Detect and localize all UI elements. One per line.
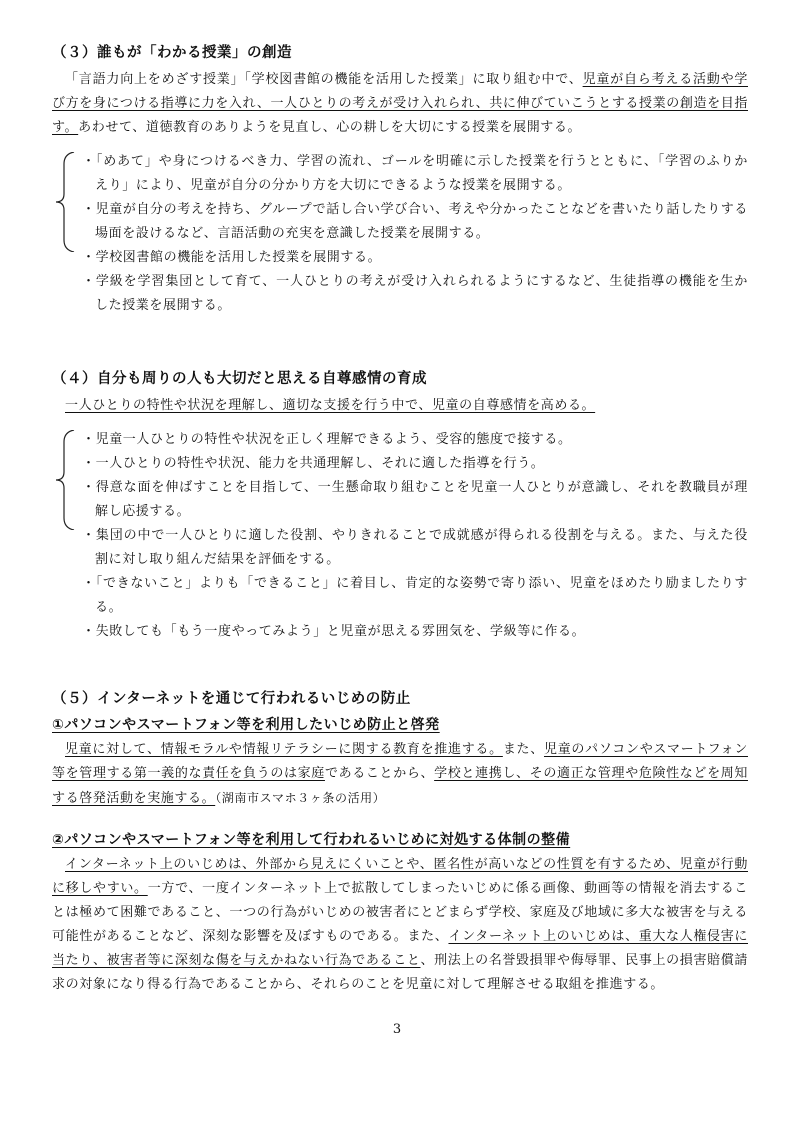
sub1-underlined-1: 児童に対して、情報モラルや情報リテラシーに関する教育を推進する。 xyxy=(65,742,503,757)
section-5-heading: （５）インターネットを通じて行われるいじめの防止 xyxy=(52,691,411,707)
section-4-bullet-group xyxy=(52,428,748,644)
section-5-sub2-body xyxy=(52,853,748,997)
section-3-intro-underlined: 児童が自ら考える活動や学び方を身につける指導に力を入れ、一人ひとりの考えが受け入れられ、共に伸びていこうとする授業の創造を目指す。 xyxy=(52,72,748,135)
sub1-underlined-3: 学校と連携し、その適正な管理や危険性などを周知する啓発活動を実施する。 xyxy=(52,766,748,806)
section-4-bullets xyxy=(82,428,748,644)
section-3-intro-lead: 「言語力向上をめざす授業」「学校図書館の機能を活用した授業」に取り組む中で、 xyxy=(65,72,583,87)
page-number: 3 xyxy=(392,1022,402,1037)
section-3-bullets xyxy=(82,150,748,318)
section-3-bullet-group xyxy=(52,150,748,318)
section-3 xyxy=(52,42,748,318)
list-item: ・児童一人ひとりの特性や状況を正しく理解できるよう、受容的態度で接する。 xyxy=(82,432,572,447)
section-4-heading: （４）自分も周りの人も大切だと思える自尊感情の育成 xyxy=(52,371,427,387)
list-item: ・学級を学習集団として育て、一人ひとりの考えが受け入れられるようにするなど、生徒指導の機能を生かした授業を展開する。 xyxy=(82,274,748,313)
section-4-intro xyxy=(52,394,748,418)
list-item: ・「できないこと」よりも「できること」に着目し、肯定的な姿勢で寄り添い、児童をほめたり励ましたりする。 xyxy=(82,576,748,615)
list-item: ・学校図書館の機能を活用した授業を展開する。 xyxy=(82,250,382,265)
section-5 xyxy=(52,688,748,997)
sub1-text-2: であることから、 xyxy=(324,766,435,781)
section-5-subheading-1: ①パソコンやスマートフォン等を利用したいじめ防止と啓発 xyxy=(52,717,440,733)
sub1-underlined-2: 児童のパソコンやスマートフォン等を管理する第一義的な責任を負うのは家庭 xyxy=(52,742,748,781)
list-item: ・一人ひとりの特性や状況、能力を共通理解し、それに適した指導を行う。 xyxy=(82,456,545,471)
section-3-intro xyxy=(52,68,748,140)
left-brace-icon xyxy=(54,430,76,530)
sub2-text-1: 一方で、一度インターネット上で拡散してしまったいじめに係る画像、動画等の情報を消去することは極めて困難であること、一つの行為がいじめの被害者にとどまらず学校、家庭及び地域に多大な被害を与える可能性があることなど、深刻な影響を及ぼすものである。また、 xyxy=(52,881,748,944)
section-5-subheading-2: ②パソコンやスマートフォン等を利用して行われるいじめに対処する体制の整備 xyxy=(52,832,571,848)
section-3-intro-tail: あわせて、道徳教育のありようを見直し、心の耕しを大切にする授業を展開する。 xyxy=(78,120,582,135)
sub2-underlined-1: インターネット上のいじめは、外部から見えにくいことや、匿名性が高いなどの性質を有するため、児童が行動に移しやすい。 xyxy=(52,857,748,896)
sub1-text-3: （湖南市スマホ３ヶ条の活用） xyxy=(215,791,386,805)
section-5-sub1-body xyxy=(52,738,748,811)
section-3-heading: （３）誰もが「わかる授業」の創造 xyxy=(52,45,292,61)
section-4-intro-underlined: 一人ひとりの特性や状況を理解し、適切な支援を行う中で、児童の自尊感情を高める。 xyxy=(65,398,596,413)
left-brace-icon xyxy=(54,152,76,252)
list-item: ・「めあて」や身につけるべき力、学習の流れ、ゴールを明確に示した授業を行うとともに、「学習のふりかえり」により、児童が自分の分かり方を大切にできるような授業を展開する。 xyxy=(82,154,748,193)
sub1-text-1: また、 xyxy=(502,742,544,757)
sub2-text-2: 、刑法上の名誉毀損罪や侮辱罪、民事上の損害賠償請求の対象になり得る行為であることから、それらのことを児童に対して理解させる取組を推進する。 xyxy=(52,953,748,992)
section-4 xyxy=(52,368,748,644)
list-item: ・児童が自分の考えを持ち、グループで話し合い学び合い、考えや分かったことなどを書いたり話したりする場面を設けるなど、言語活動の充実を意識した授業を展開する。 xyxy=(82,202,748,241)
list-item: ・失敗しても「もう一度やってみよう」と児童が思える雰囲気を、学級等に作る。 xyxy=(82,624,586,639)
list-item: ・集団の中で一人ひとりに適した役割、やりきれることで成就感が得られる役割を与える。また、与えた役割に対し取り組んだ結果を評価をする。 xyxy=(82,528,748,567)
sub2-underlined-2: インターネット上のいじめは、重大な人権侵害に当たり、被害者等に深刻な傷を与えかねない行為であること xyxy=(52,929,748,968)
list-item: ・得意な面を伸ばすことを目指して、一生懸命取り組むことを児童一人ひとりが意識し、それを教職員が理解し応援する。 xyxy=(82,480,748,519)
